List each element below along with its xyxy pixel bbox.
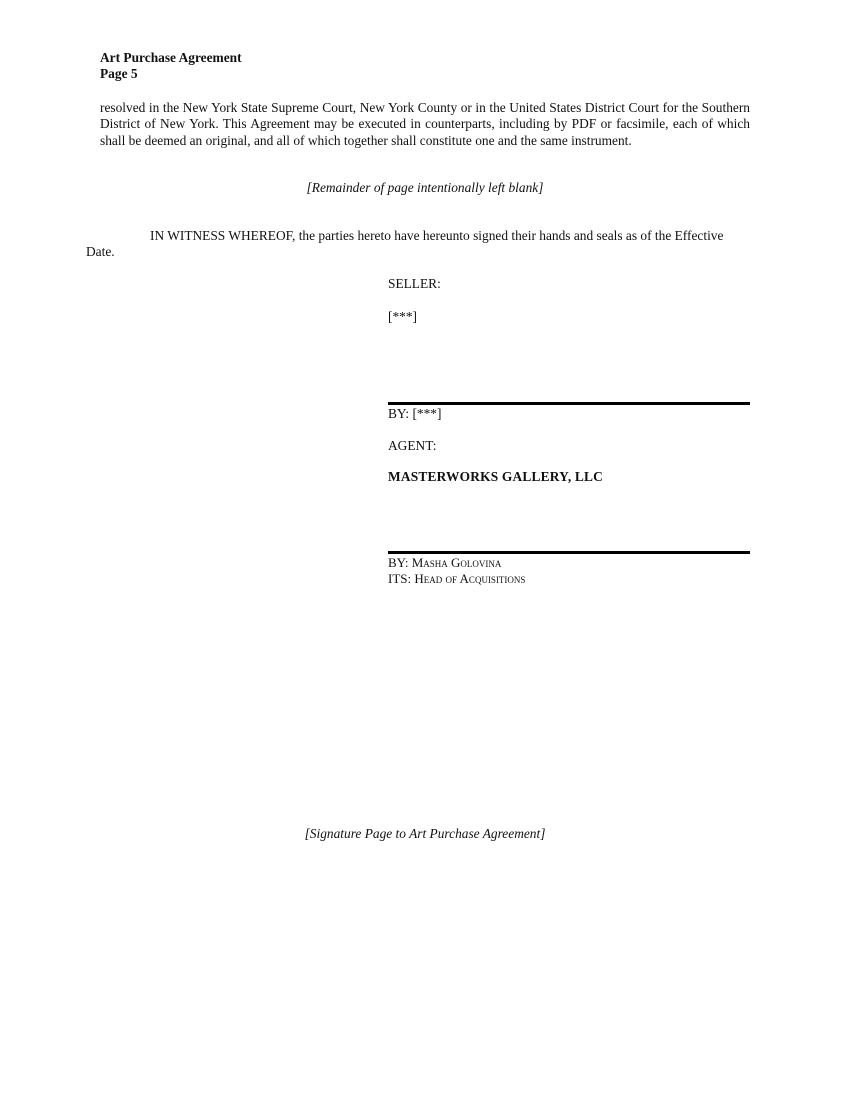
seller-by-line [388,406,750,422]
document-title: Art Purchase Agreement [100,50,242,65]
agent-its-prefix: ITS: [388,571,415,586]
seller-by-name: [***] [412,406,442,421]
seller-name: [***] [388,309,418,324]
witness-text: IN WITNESS WHEREOF, the parties hereto have hereunto signed their hands and seals as of the Effective [150,228,724,243]
body-paragraph: resolved in the New York State Supreme Court, New York County or in the United States District Court for the Southern District of New York. This Agreement may be executed in counterparts, including by PDF or facsimile, each of which shall be deemed an original, and all of which together shall constitute one and the same instrument. [100,100,750,148]
witness-text-tail: Date. [86,244,115,260]
agent-name: MASTERWORKS GALLERY, LLC [388,469,604,484]
seller-signature-line [388,402,750,405]
seller-by-prefix: BY: [388,406,413,421]
agent-by-line [388,555,750,571]
remainder-note: [Remainder of page intentionally left blank] [306,180,544,195]
signature-page-footer: [Signature Page to Art Purchase Agreement] [304,826,546,841]
agent-its-title: Head of Acquisitions [414,571,526,586]
agent-label: AGENT: [388,438,437,453]
seller-label: SELLER: [388,276,441,291]
agent-by-prefix: BY: [388,555,412,570]
agent-by-name: Masha Golovina [411,555,502,570]
witness-clause [86,228,750,261]
page-number: Page 5 [100,66,138,81]
agent-title-line [388,571,750,587]
agent-signature-line [388,551,750,554]
